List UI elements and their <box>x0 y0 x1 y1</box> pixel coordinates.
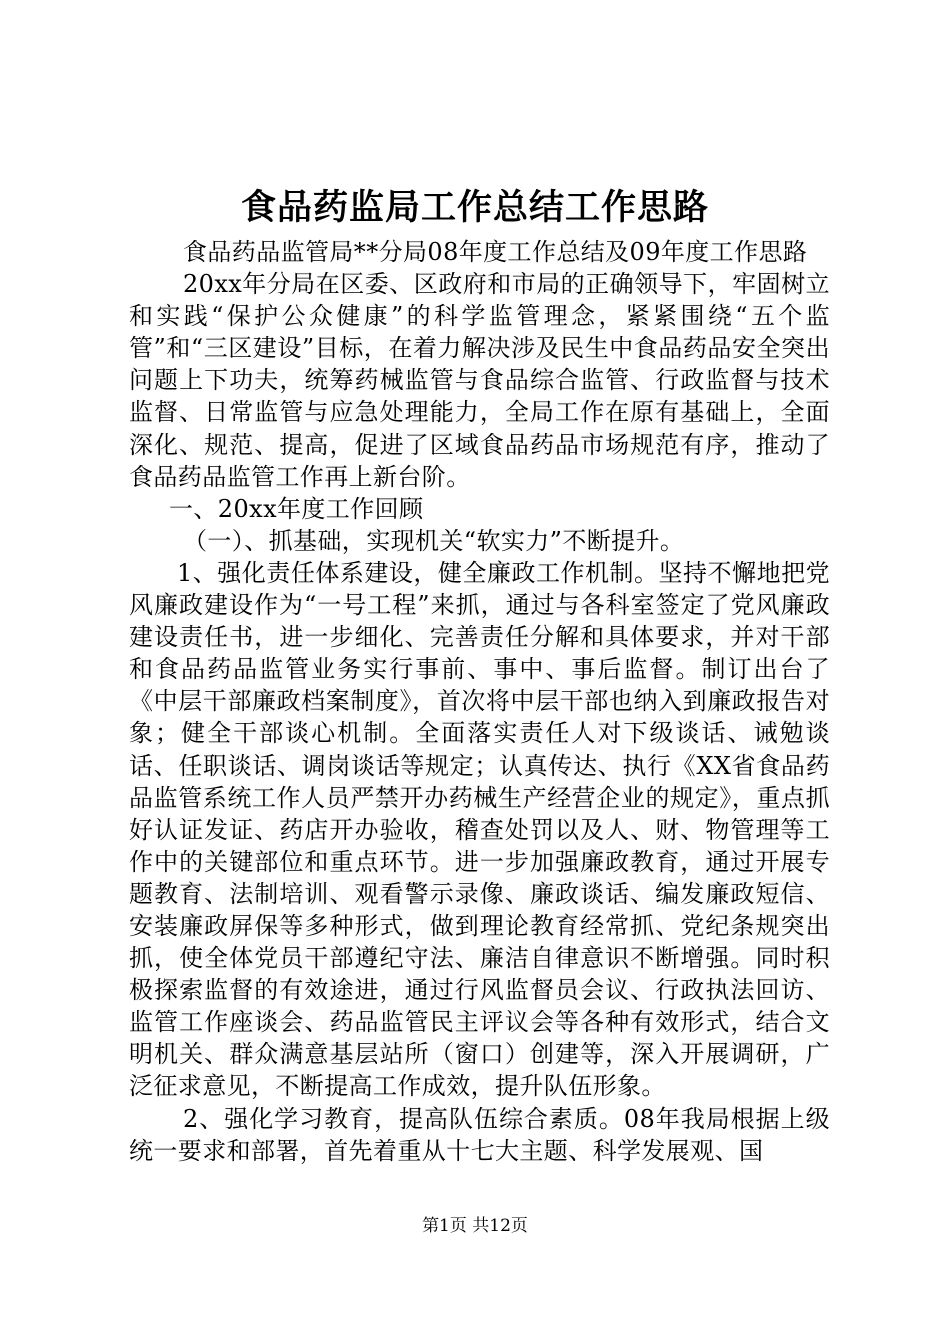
intro-paragraph: 20xx年分局在区委、区政府和市局的正确领导下，牢固树立和实践“保护公众健康”的科学监管理念，紧紧围绕“五个监管”和“三区建设”目标，在着力解决涉及民生中食品药品安全突出问题上下功夫，统筹药械监管与食品综合监管、行政监督与技术监督、日常监管与应急处理能力，全局工作在原有基础上，全面深化、规范、提高，促进了区域食品药品市场规范有序，推动了食品药品监管工作再上新台阶。 <box>129 270 830 491</box>
document-body <box>129 236 830 1167</box>
body-paragraph: 2、强化学习教育，提高队伍综合素质。08年我局根据上级统一要求和部署，首先着重从十七大主题、科学发展观、国 <box>129 1104 830 1165</box>
section-heading: 一、20xx年度工作回顾 <box>169 494 424 523</box>
page-footer: 第1页 共12页 <box>422 1216 528 1236</box>
subtitle-paragraph: 食品药品监管局**分局08年度工作总结及09年度工作思路 <box>183 238 808 266</box>
document-title: 食品药监局工作总结工作思路 <box>240 187 709 228</box>
body-paragraph: 1、强化责任体系建设，健全廉政工作机制。坚持不懈地把党风廉政建设作为“一号工程”来抓，通过与各科室签定了党风廉政建设责任书，进一步细化、完善责任分解和具体要求，并对干部和食品药品监管业务实行事前、事中、事后监督。制订出台了《中层干部廉政档案制度》，首次将中层干部也纳入到廉政报告对象；健全干部谈心机制。全面落实责任人对下级谈话、诫勉谈话、任职谈话、调岗谈话等规定；认真传达、执行《XX省食品药品监管系统工作人员严禁开办药械生产经营企业的规定》，重点抓好认证发证、药店开办验收，稽查处罚以及人、财、物管理等工作中的关键部位和重点环节。进一步加强廉政教育，通过开展专题教育、法制培训、观看警示录像、廉政谈话、编发廉政短信、安装廉政屏保等多种形式，做到理论教育经常抓、党纪条规突出抓，使全体党员干部遵纪守法、廉洁自律意识不断增强。同时积极探索监督的有效途进，通过行风监督员会议、行政执法回访、监管工作座谈会、药品监管民主评议会等各种有效形式，结合文明机关、群众满意基层站所（窗口）创建等，深入开展调研，广泛征求意见，不断提高工作成效，提升队伍形象。 <box>129 558 830 1101</box>
subsection-heading: （一）、抓基础，实现机关“软实力”不断提升。 <box>183 526 685 555</box>
